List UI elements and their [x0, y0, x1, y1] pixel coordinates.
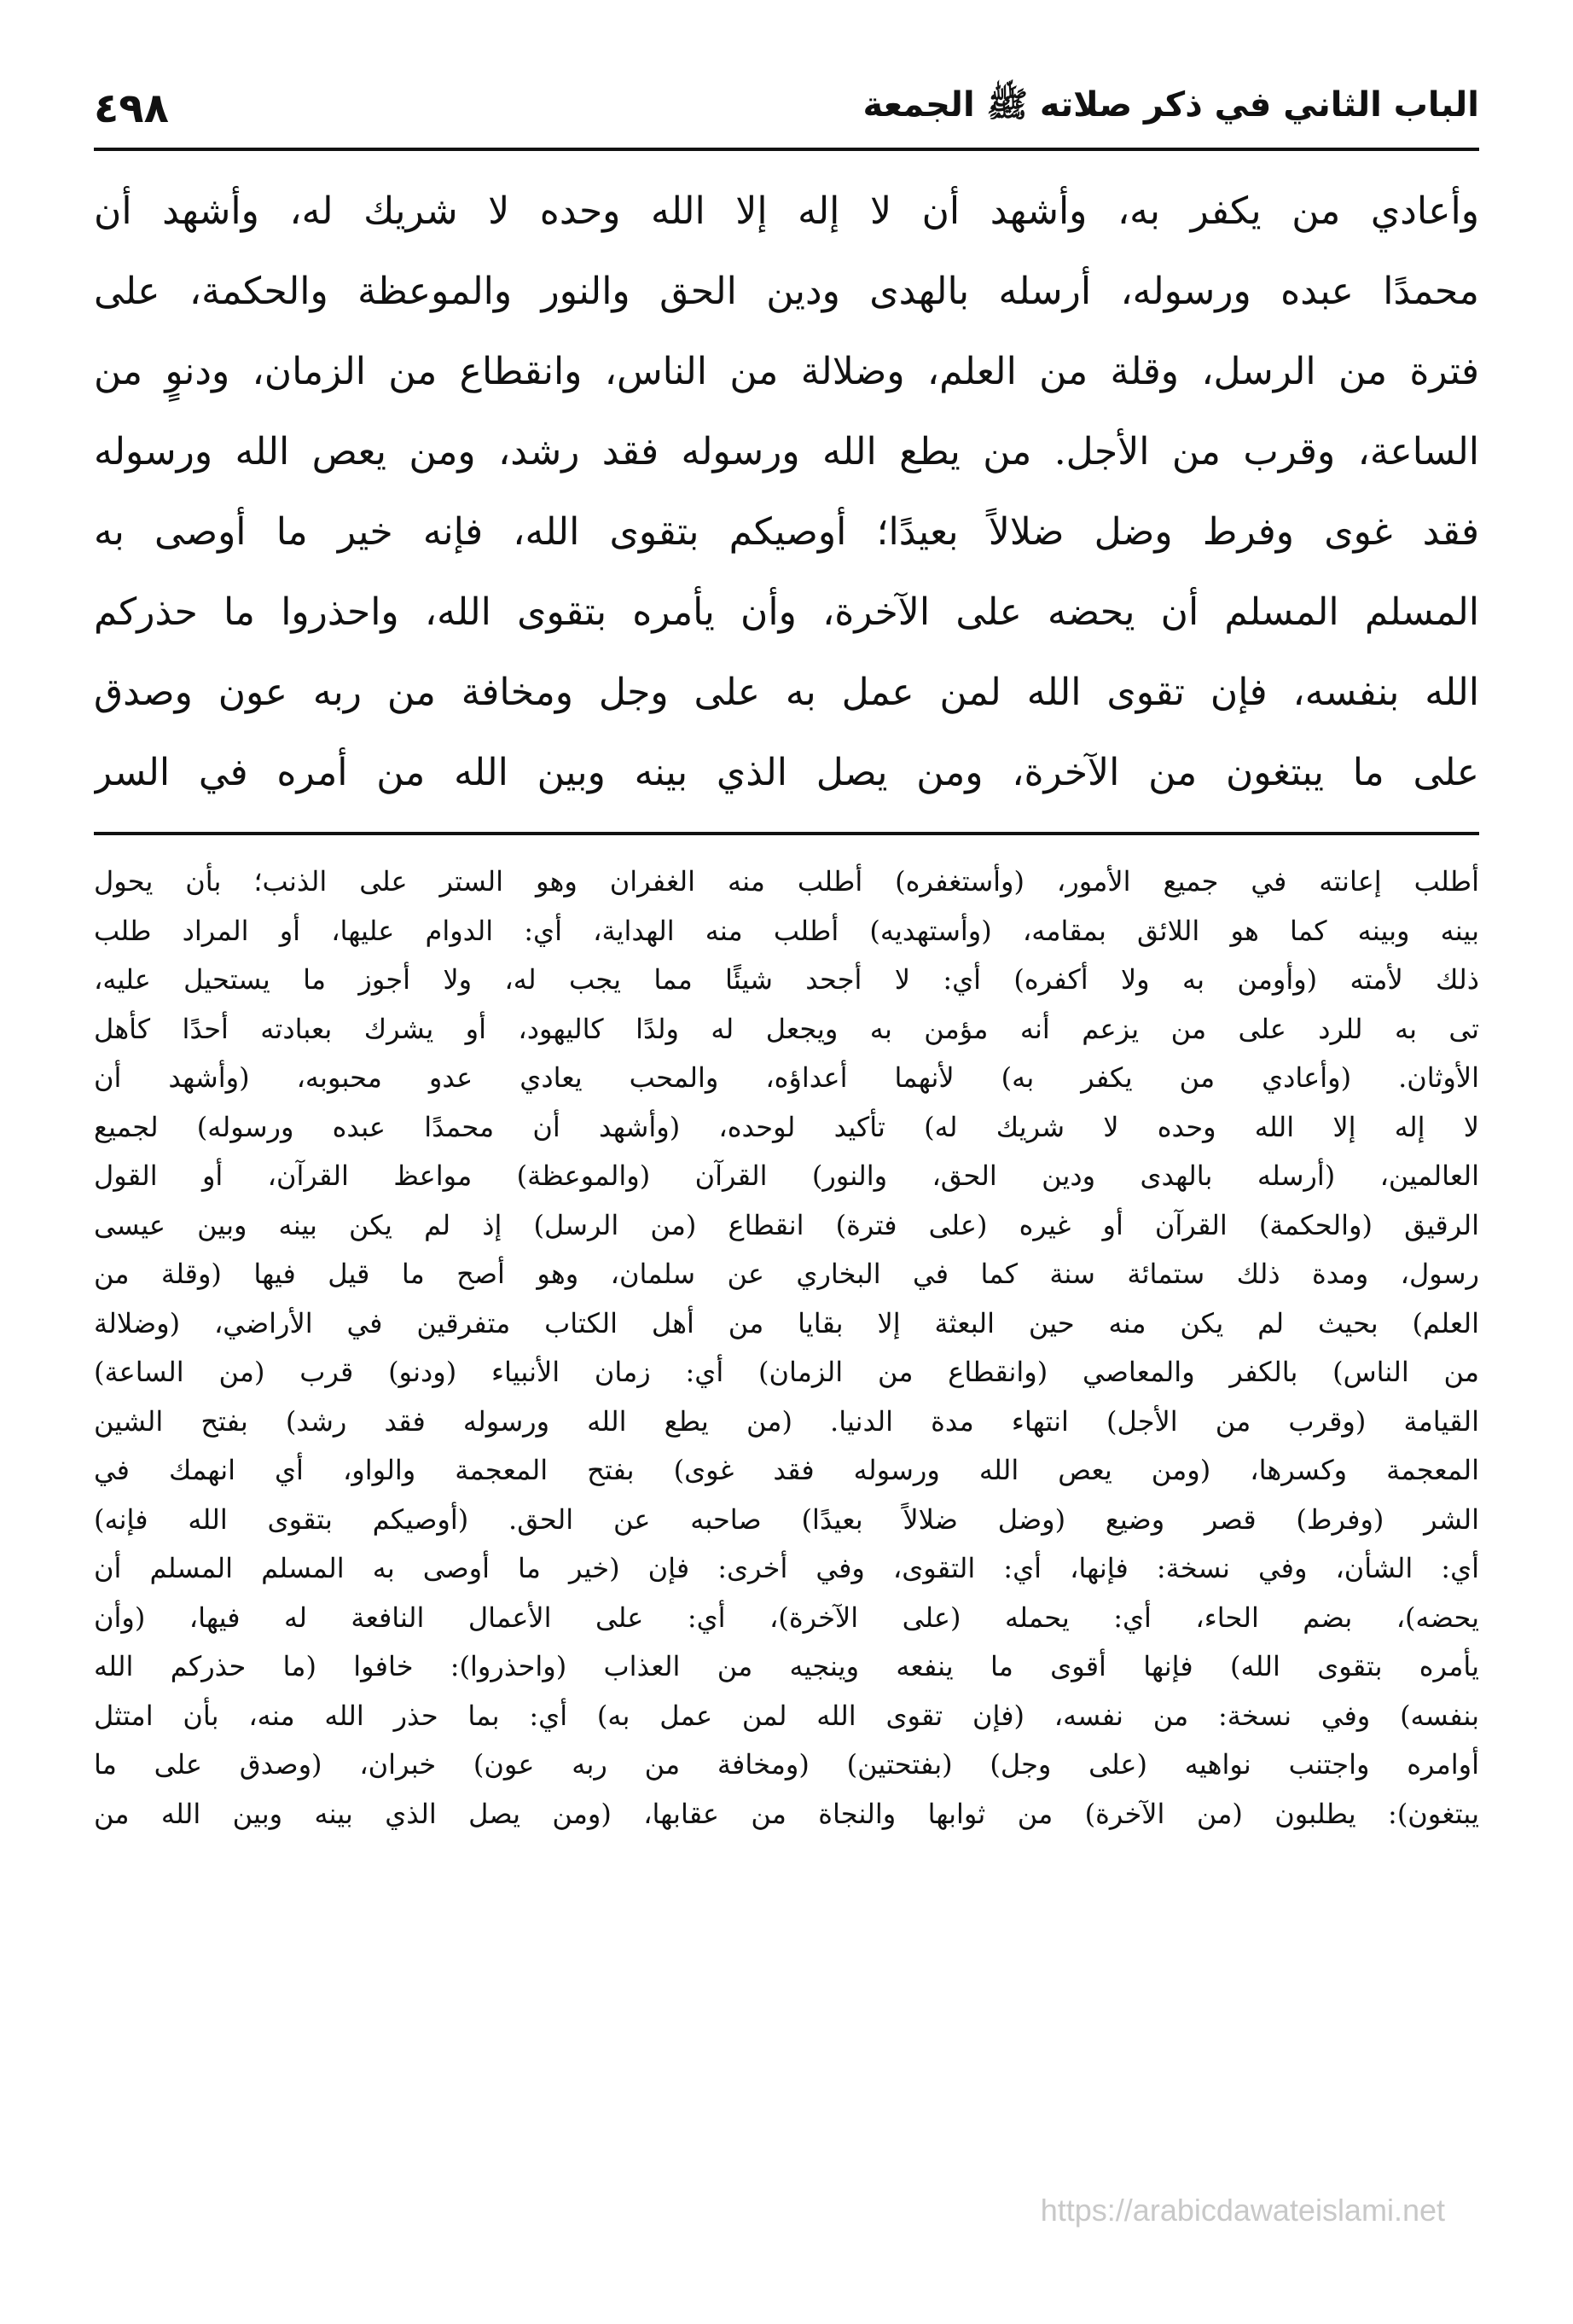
- commentary-line: بنفسه) وفي نسخة: من نفسه، (فإن تقوى الله لمن عمل به) أي: بما حذر الله منه، بأن امتثل: [94, 1699, 1479, 1732]
- commentary-line: يبتغون): يطلبون (من الآخرة) من ثوابها والنجاة من عقابها، (ومن يصل الذي بينه وبين الله من: [94, 1797, 1479, 1830]
- header-rule: [94, 148, 1479, 151]
- main-text-line: وأعادي من يكفر به، وأشهد أن لا إله إلا الله وحده لا شريك له، وأشهد أن: [94, 189, 1479, 233]
- commentary-line: أي: الشأن، وفي نسخة: فإنها، أي: التقوى، وفي أخرى: فإن (خير ما أوصى به المسلم المسلم أن: [94, 1552, 1479, 1584]
- page-number: ٤٩٨: [94, 84, 169, 132]
- commentary-line: تى به للرد على من يزعم أنه مؤمن به ويجعل له ولدًا كاليهود، أو يشرك بعبادته أحدًا كأهل: [94, 1012, 1479, 1045]
- commentary-line: رسول، ومدة ذلك ستمائة سنة كما في البخاري عن سلمان، وهو أصح ما قيل فيها (وقلة من: [94, 1258, 1479, 1290]
- commentary-text: [94, 857, 1479, 1839]
- main-text-line: فترة من الرسل، وقلة من العلم، وضلالة من الناس، وانقطاع من الزمان، ودنوٍ من: [94, 350, 1479, 393]
- commentary-line: القيامة (وقرب من الأجل) انتهاء مدة الدنيا. (من يطع الله ورسوله فقد رشد) بفتح الشين: [94, 1404, 1479, 1438]
- main-text: [94, 171, 1479, 813]
- commentary-line: يأمره بتقوى الله) فإنها أقوى ما ينفعه وينجيه من العذاب (واحذروا): خافوا (ما حذركم الله: [94, 1650, 1479, 1682]
- commentary-line: العلم) بحيث لم يكن منه حين البعثة إلا بقايا من أهل الكتاب متفرقين في الأراضي، (وضلالة: [94, 1306, 1479, 1339]
- main-text-line: الساعة، وقرب من الأجل. من يطع الله ورسوله فقد رشد، ومن يعص الله ورسوله: [94, 430, 1479, 474]
- main-text-line: الله بنفسه، فإن تقوى الله لمن عمل به على وجل ومخافة من ربه عون وصدق: [94, 671, 1479, 714]
- commentary-line: من الناس) بالكفر والمعاصي (وانقطاع من الزمان) أي: زمان الأنبياء (ودنو) قرب (من الساعة): [94, 1356, 1479, 1388]
- main-text-line: على ما يبتغون من الآخرة، ومن يصل الذي بينه وبين الله من أمره في السر: [94, 751, 1479, 794]
- commentary-line: المعجمة وكسرها، (ومن يعص الله ورسوله فقد غوى) بفتح المعجمة والواو، أي انهمك في: [94, 1454, 1479, 1486]
- commentary-line: لا إله إلا الله وحده لا شريك له) تأكيد لوحده، (وأشهد أن محمدًا عبده ورسوله) لجميع: [94, 1110, 1479, 1143]
- main-text-line: فقد غوى وفرط وضل ضلالاً بعيدًا؛ أوصيكم بتقوى الله، فإنه خير ما أوصى به: [94, 510, 1479, 554]
- running-title: الباب الثاني في ذكر صلاته ﷺ الجمعة: [862, 85, 1479, 125]
- commentary-line: الأوثان. (وأعادي من يكفر به) لأنهما أعداؤه، والمحب يعادي عدو محبوبه، (وأشهد أن: [94, 1061, 1479, 1094]
- commentary-line: أطلب إعانته في جميع الأمور، (وأستغفره) أطلب منه الغفران وهو الستر على الذنب؛ بأن يحول: [94, 865, 1479, 898]
- commentary-line: ذلك لأمته (وأومن به ولا أكفره) أي: لا أجحد شيئًا مما يجب له، ولا أجوز ما يستحيل عليه،: [94, 963, 1479, 996]
- commentary-line: أوامره واجتنب نواهيه (على وجل) (بفتحتين) (ومخافة من ربه عون) خبران، (وصدق على ما: [94, 1748, 1479, 1781]
- commentary-line: الشر (وفرط) قصر وضيع (وضل ضلالاً بعيدًا) صاحبه عن الحق. (أوصيكم بتقوى الله فإنه): [94, 1502, 1479, 1536]
- commentary-line: يحضه)، بضم الحاء، أي: يحمله (على الآخرة)، أي: على الأعمال النافعة له فيها، (وأن: [94, 1601, 1479, 1634]
- commentary-line: العالمين، (أرسله بالهدى ودين الحق، والنور) القرآن (والموعظة) مواعظ القرآن، أو القول: [94, 1159, 1479, 1192]
- main-text-line: المسلم المسلم أن يحضه على الآخرة، وأن يأمره بتقوى الله، واحذروا ما حذركم: [94, 590, 1479, 634]
- commentary-line: الرقيق (والحكمة) القرآن أو غيره (على فترة) انقطاع (من الرسل) إذ لم يكن بينه وبين عيسى: [94, 1208, 1479, 1241]
- page-header: [94, 81, 1479, 136]
- commentary-line: بينه وبينه كما هو اللائق بمقامه، (وأستهديه) أطلب منه الهداية، أي: الدوام عليها، أو المراد طلب: [94, 914, 1479, 947]
- footnote-separator-rule: [94, 832, 1479, 835]
- main-text-line: محمدًا عبده ورسوله، أرسله بالهدى ودين الحق والنور والموعظة والحكمة، على: [94, 270, 1479, 313]
- website-watermark: https://arabicdawateislami.net: [1040, 2193, 1445, 2228]
